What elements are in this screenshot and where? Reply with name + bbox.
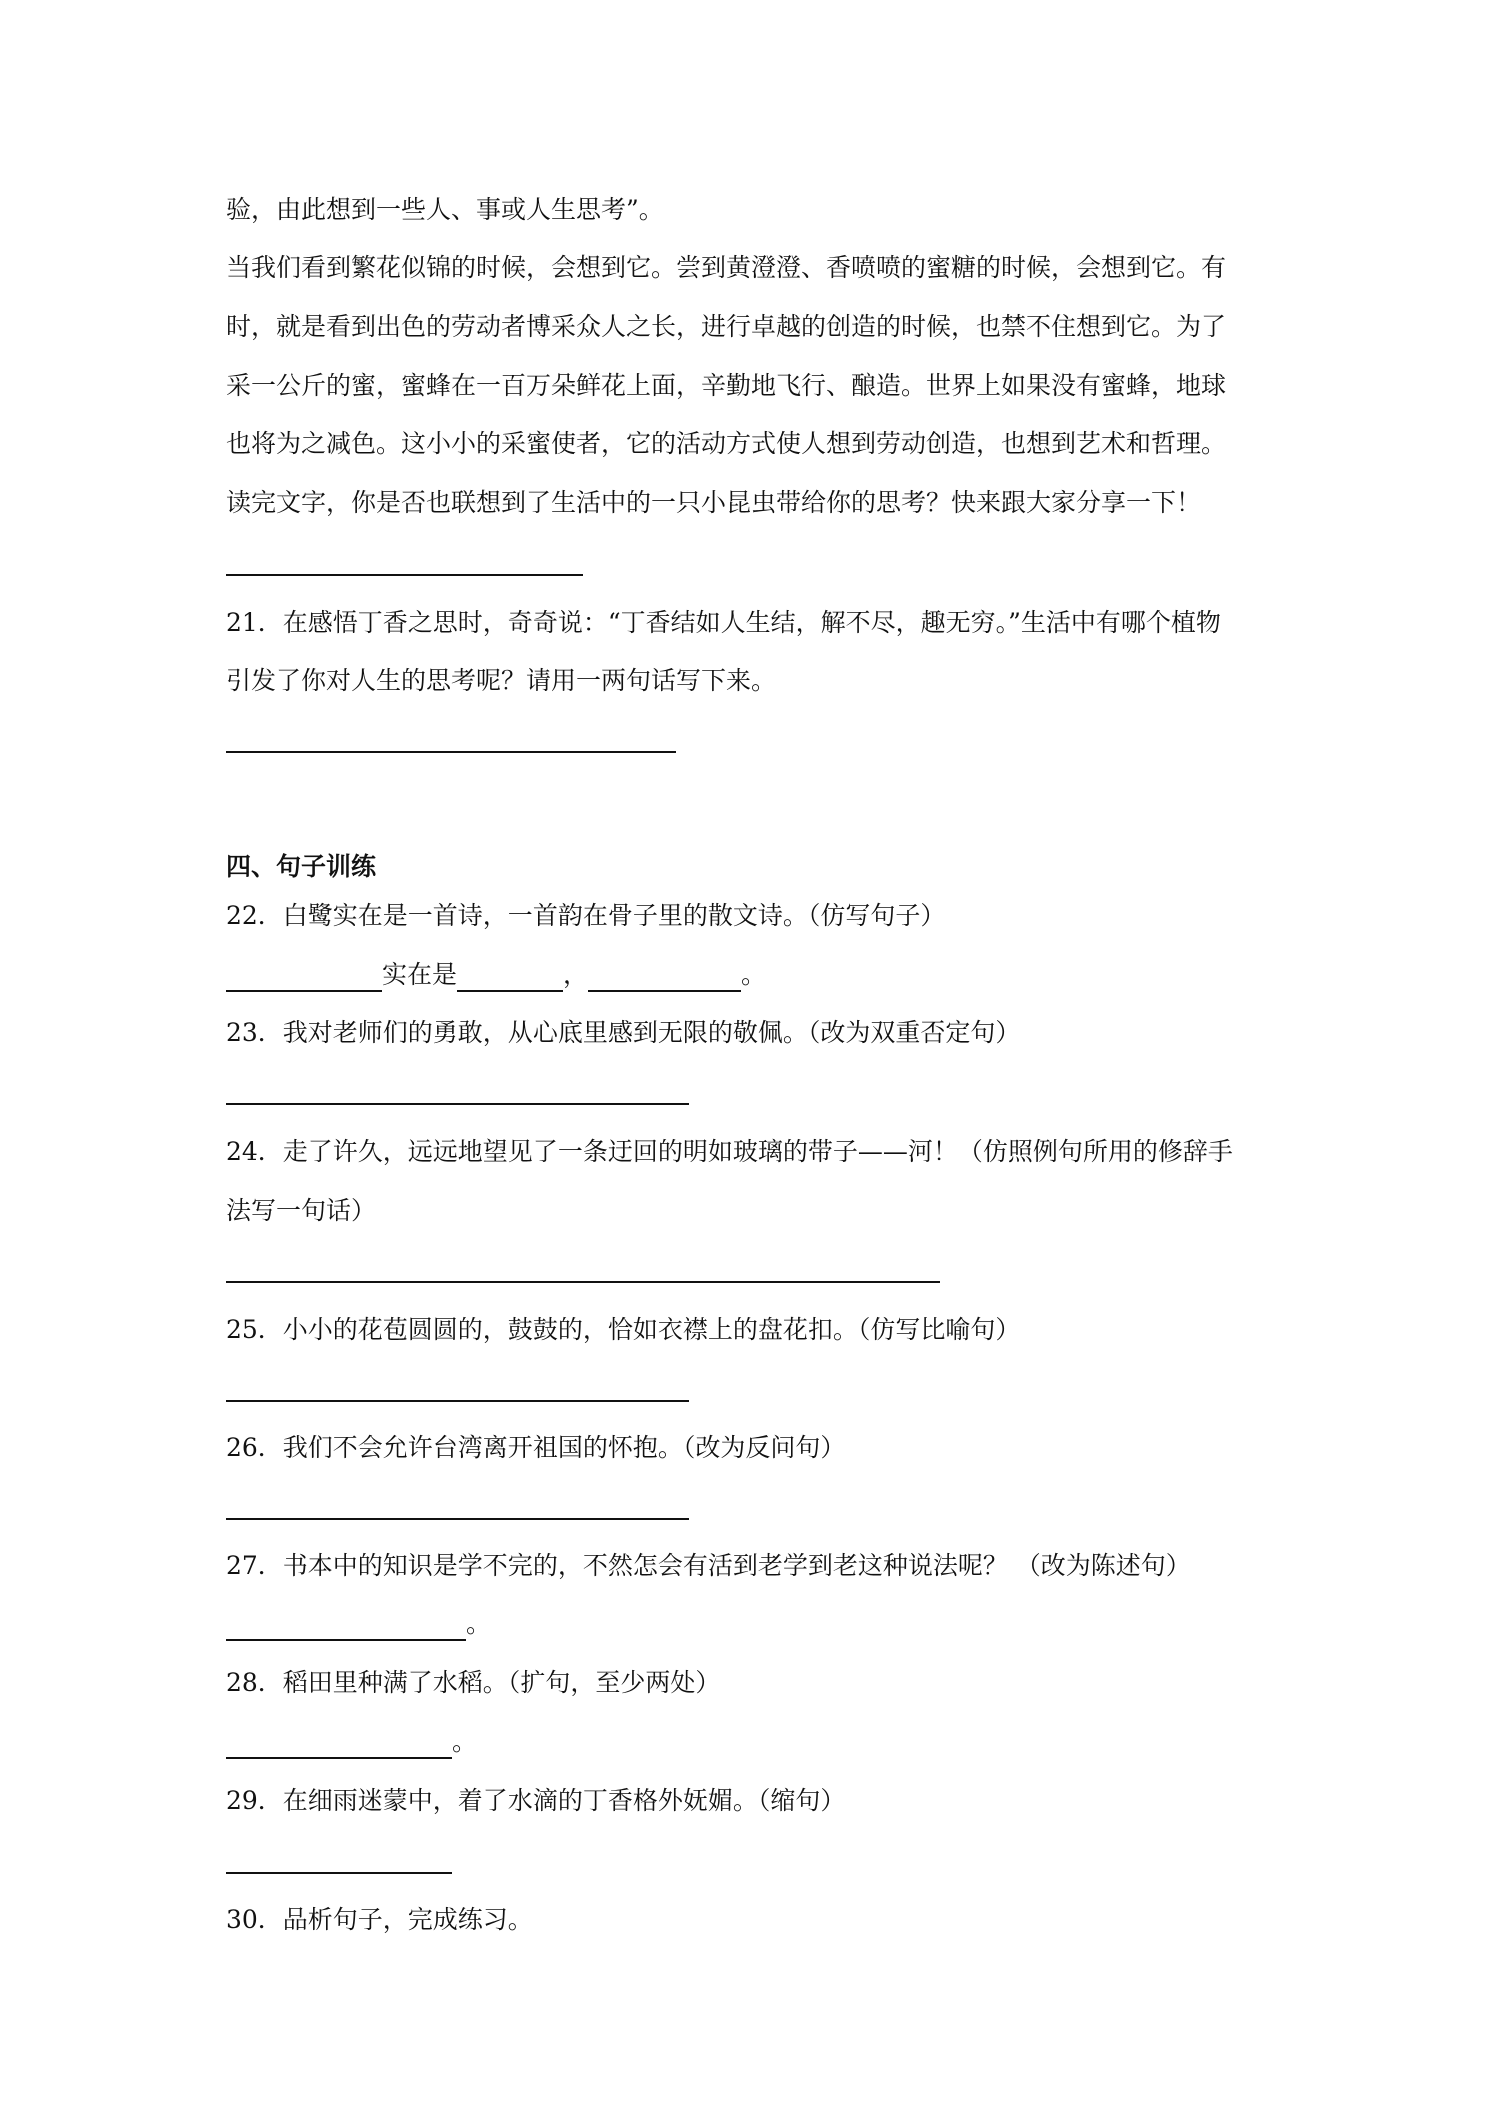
q27-text: 27．书本中的知识是学不完的，不然怎会有活到老学到老这种说法呢？ （改为陈述句） <box>226 1551 1191 1580</box>
passage-line-2: 当我们看到繁花似锦的时候，会想到它。尝到黄澄澄、香喷喷的蜜糖的时候，会想到它。有 <box>226 253 1227 282</box>
q28-answer-line <box>226 1725 477 1759</box>
answer-blank-q28[interactable] <box>226 1731 452 1759</box>
answer-blank-q25[interactable] <box>226 1400 689 1402</box>
q28-end: 。 <box>452 1727 478 1756</box>
q22-fill-mid: 实在是 <box>382 960 458 989</box>
passage-line-1: 验，由此想到一些人、事或人生思考”。 <box>226 195 664 224</box>
q26-text: 26．我们不会允许台湾离开祖国的怀抱。（改为反问句） <box>226 1433 846 1462</box>
q23-text: 23．我对老师们的勇敢，从心底里感到无限的敬佩。（改为双重否定句） <box>226 1018 1021 1047</box>
q22-fill-end: 。 <box>741 960 767 989</box>
passage-line-3: 时，就是看到出色的劳动者博采众人之长，进行卓越的创造的时候，也禁不住想到它。为了 <box>226 312 1227 341</box>
answer-blank-q24[interactable] <box>226 1281 940 1283</box>
answer-blank-q21[interactable] <box>226 751 676 753</box>
q25-text: 25．小小的花苞圆圆的，鼓鼓的，恰如衣襟上的盘花扣。（仿写比喻句） <box>226 1315 1021 1344</box>
q24-line-2: 法写一句话） <box>226 1196 377 1225</box>
q24-line-1: 24．走了许久，远远地望见了一条迂回的明如玻璃的带子——河！（仿照例句所用的修辞手 <box>226 1137 1233 1166</box>
passage-line-6: 读完文字，你是否也联想到了生活中的一只小昆虫带给你的思考？快来跟大家分享一下！ <box>226 488 1202 517</box>
q22-blank-2[interactable] <box>457 964 563 992</box>
q27-answer-line <box>226 1607 491 1641</box>
section-title: 四、句子训练 <box>226 852 377 881</box>
q30-text: 30．品析句子，完成练习。 <box>226 1905 533 1934</box>
q29-text: 29．在细雨迷蒙中，着了水滴的丁香格外妩媚。（缩句） <box>226 1786 846 1815</box>
answer-blank-q29[interactable] <box>226 1872 452 1874</box>
q22-text: 22．白鹭实在是一首诗，一首韵在骨子里的散文诗。（仿写句子） <box>226 901 946 930</box>
q28-text: 28．稻田里种满了水稻。（扩句，至少两处） <box>226 1668 721 1697</box>
q22-fill-line <box>226 958 766 992</box>
q21-line-1: 21．在感悟丁香之思时，奇奇说：“丁香结如人生结，解不尽，趣无穷。”生活中有哪个植物 <box>226 608 1221 637</box>
passage-line-4: 采一公斤的蜜，蜜蜂在一百万朵鲜花上面，辛勤地飞行、酿造。世界上如果没有蜜蜂，地球 <box>226 371 1227 400</box>
answer-blank-q20[interactable] <box>226 574 583 576</box>
answer-blank-q26[interactable] <box>226 1518 689 1520</box>
q22-fill-comma: ， <box>563 960 589 989</box>
answer-blank-q23[interactable] <box>226 1103 689 1105</box>
q22-blank-1[interactable] <box>226 964 382 992</box>
q22-blank-3[interactable] <box>588 964 741 992</box>
answer-blank-q27[interactable] <box>226 1613 466 1641</box>
q21-line-2: 引发了你对人生的思考呢？请用一两句话写下来。 <box>226 666 777 695</box>
passage-line-5: 也将为之减色。这小小的采蜜使者，它的活动方式使人想到劳动创造，也想到艺术和哲理。 <box>226 429 1227 458</box>
q27-end: 。 <box>466 1609 492 1638</box>
